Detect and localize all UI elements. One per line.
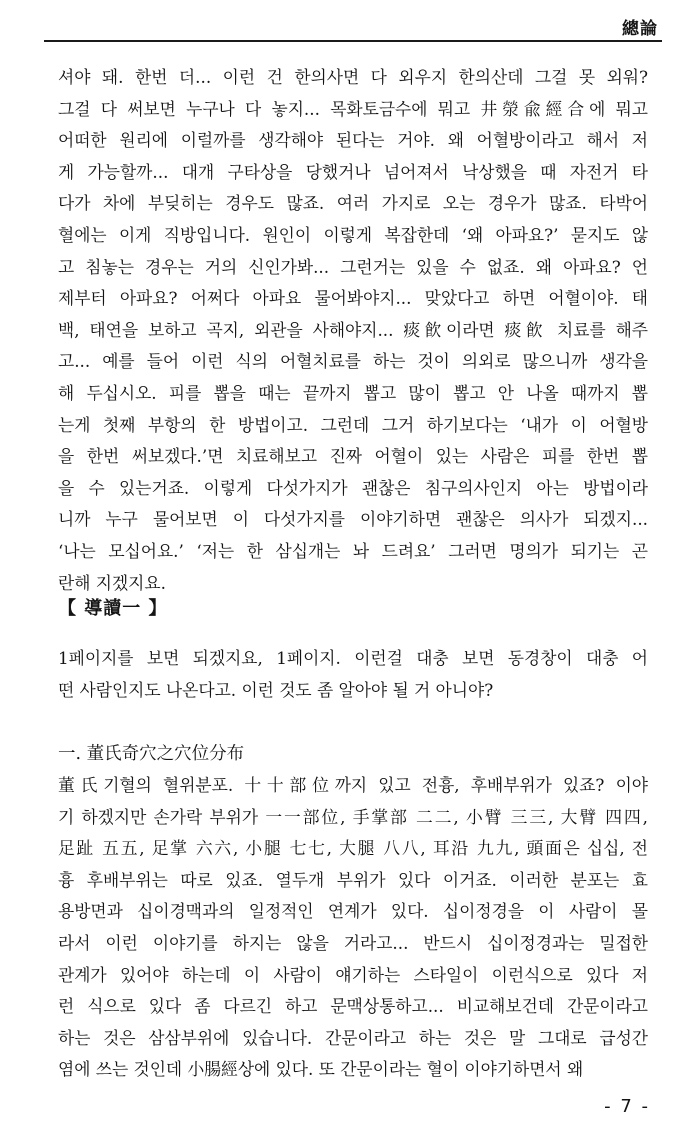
text-line: 1페이지를 보면 되겠지요, 1페이지. 이런걸 대충 보면 동경창이 대충 어: [58, 648, 648, 668]
text-line: 란해 지겠지요.: [58, 572, 166, 593]
text-line: 셔야 돼. 한번 더... 이런 건 한의사면 다 외우지 한의산데 그걸 못 외워?: [58, 67, 648, 87]
text-line: 염에 쓰는 것인데 小腸經상에 있다. 또 간문이라는 혈이 이야기하면서 왜: [58, 1059, 584, 1080]
page-number: - 7 -: [604, 1096, 650, 1117]
text-line: 하는 것은 삼삼부위에 있습니다. 간문이라고 하는 것은 말 그대로 급성간: [58, 1027, 648, 1048]
text-line: 기 하겠지만 손가락 부위가 一一部位, 手掌部 二二, 小臂 三三, 大臂 四四,: [58, 806, 648, 827]
text-line: 는게 첫째 부항의 한 방법이고. 그런데 그거 하기보다는 ‘내가 이 어혈방: [58, 414, 648, 435]
text-line: 을 한번 써보겠다.’면 치료해보고 진짜 어혈이 있는 사람은 피를 한번 뽑: [58, 446, 648, 467]
text-line: 그걸 다 써보면 누구나 다 놓지... 목화토금수에 뭐고 井滎兪經合에 뭐고: [58, 98, 648, 119]
text-line: 다가 차에 부딪히는 경우도 많죠. 여러 가지로 오는 경우가 많죠. 타박어: [58, 193, 648, 214]
text-line: 라서 이런 이야기를 하지는 않을 거라고... 반드시 십이정경과는 밀접한: [58, 932, 648, 953]
running-header-title: 總論: [622, 19, 658, 39]
text-line: 떤 사람인지도 나온다고. 이런 것도 좀 알아야 될 거 아니야?: [58, 679, 494, 700]
sub-heading: 一. 董氏奇穴之穴位分布: [58, 744, 245, 764]
text-line: 게 가능할까... 대개 구타상을 당했거나 넘어져서 낙상했을 때 자전거 타: [58, 161, 648, 182]
text-line: 足趾 五五, 足掌 六六, 小腿 七七, 大腿 八八, 耳沿 九九, 頭面은 십십, 전: [58, 838, 648, 859]
text-line: 제부터 아파요? 어쩌다 아파요 물어봐야지... 맞았다고 하면 어혈이야. 태: [58, 288, 648, 309]
text-line: 해 두십시오. 피를 뽑을 때는 끝까지 뽑고 많이 뽑고 안 나올 때까지 뽑: [58, 382, 648, 403]
section-heading: 【 導讀一 】: [58, 598, 168, 619]
text-line: 흉 후배부위는 따로 있죠. 열두개 부위가 있다 이거죠. 이러한 분포는 효: [58, 869, 648, 890]
text-line: 니까 누구 물어보면 이 다섯가지를 이야기하면 괜찮은 의사가 되겠지...: [58, 509, 648, 530]
header-rule: [44, 40, 662, 42]
paragraph-3: [58, 770, 648, 1086]
paragraph-2: [58, 643, 648, 706]
text-line: 런 식으로 있다 좀 다르긴 하고 문맥상통하고... 비교해보건데 간문이라고: [58, 996, 648, 1017]
text-line: 어떠한 원리에 이럴까를 생각해야 된다는 거야. 왜 어혈방이라고 해서 저: [58, 130, 648, 151]
text-line: 을 수 있는거죠. 이렇게 다섯가지가 괜찮은 침구의사인지 아는 방법이라: [58, 477, 648, 498]
paragraph-1: [58, 62, 648, 599]
text-line: 혈에는 이게 직방입니다. 원인이 이렇게 복잡한데 ‘왜 아파요?’ 묻지도 않: [58, 224, 648, 245]
text-line: 고... 예를 들어 이런 식의 어혈치료를 하는 것이 의외로 많으니까 생각을: [58, 351, 648, 372]
text-line: 관계가 있어야 하는데 이 사람이 얘기하는 스타일이 이런식으로 있다 저: [58, 964, 648, 985]
text-line: ‘나는 모십어요.’ ‘저는 한 삼십개는 놔 드려요’ 그러면 명의가 되기는 곤: [58, 540, 648, 561]
text-line: 董氏기혈의 혈위분포. 十十部位까지 있고 전흉, 후배부위가 있죠? 이야: [58, 775, 648, 795]
text-line: 용방면과 십이경맥과의 일정적인 연계가 있다. 십이정경을 이 사람이 몰: [58, 901, 648, 922]
text-line: 고 침놓는 경우는 거의 신인가봐... 그런거는 있을 수 없죠. 왜 아파요? 언: [58, 256, 648, 277]
text-line: 백, 태연을 보하고 곡지, 외관을 사해야지... 痰飮이라면 痰飮 치료를 해주: [58, 319, 648, 340]
